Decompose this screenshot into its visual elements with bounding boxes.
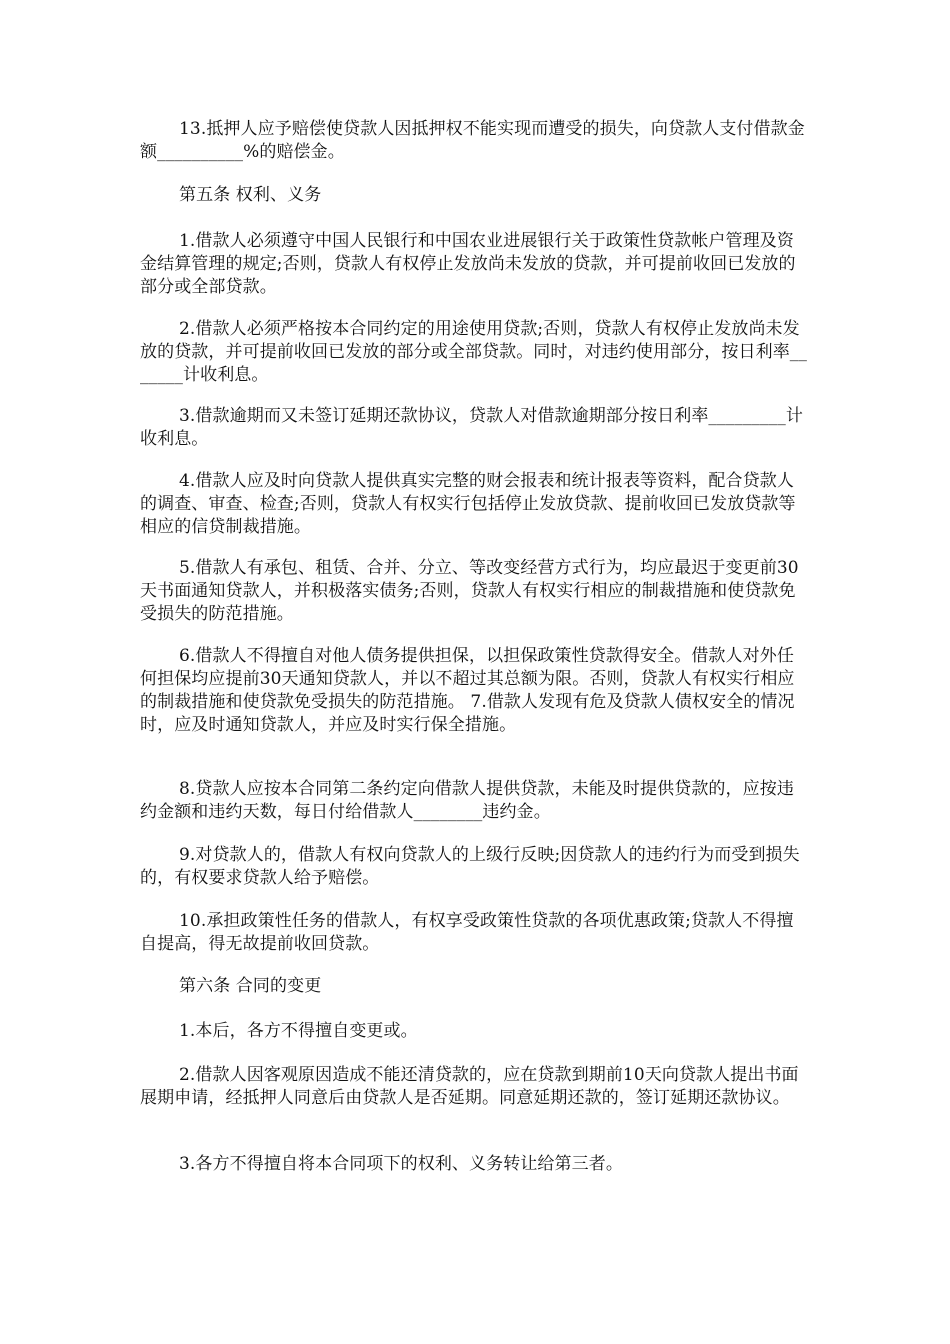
article-5-heading: 第五条 权利、义务 [179,185,322,205]
clause-5-5-business-change: 5.借款人有承包、租赁、合并、分立、等改变经营方式行为，均应最迟于变更前30天书面通知贷款人，并积极落实债务;否则，贷款人有权实行相应的制裁措施和使贷款免受损失的防范措施。 [140,558,799,624]
clause-5-1-account-rules: 1.借款人必须遵守中国人民银行和中国农业进展银行关于政策性贷款帐户管理及资金结算管理的规定;否则，贷款人有权停止发放尚未发放的贷款，并可提前收回已发放的部分或全部贷款。 [140,231,796,297]
clause-5-4-financial-reports: 4.借款人应及时向贷款人提供真实完整的财会报表和统计报表等资料，配合贷款人的调查、审查、检查;否则，贷款人有权实行包括停止发放贷款、提前收回已发放贷款等相应的信贷制裁措施。 [140,471,796,537]
clause-5-3-overdue-interest: 3.借款逾期而又未签订延期还款协议，贷款人对借款逾期部分按日利率_________计收利息。 [140,406,803,449]
clause-5-8-lender-obligation: 8.贷款人应按本合同第二条约定向借款人提供贷款，未能及时提供贷款的，应按违约金额和违约天数，每日付给借款人________违约金。 [140,779,794,822]
clause-5-2-loan-usage: 2.借款人必须严格按本合同约定的用途使用贷款;否则，贷款人有权停止发放尚未发放的贷款，并可提前收回已发放的部分或全部贷款。同时，对违约使用部分，按日利率_______计收利息。 [140,319,807,385]
clause-5-9-complaints: 9.对贷款人的，借款人有权向贷款人的上级行反映;因贷款人的违约行为而受到损失的，有权要求贷款人给予赔偿。 [140,845,800,888]
clause-6-2-extension-request: 2.借款人因客观原因造成不能还清贷款的，应在贷款到期前10天向贷款人提出书面展期申请，经抵押人同意后由贷款人是否延期。同意延期还款的，签订延期还款协议。 [140,1065,799,1108]
clause-5-6-5-7-guarantees: 6.借款人不得擅自对他人债务提供担保，以担保政策性贷款得安全。借款人对外任何担保均应提前30天通知贷款人，并以不超过其总额为限。否则，贷款人有权实行相应的制裁措施和使贷款免受损失的防范措施。 7.借款人发现有危及贷款人债权安全的情况时，应及时通知贷款人，并应及时实行保全措施。 [140,646,795,735]
clause-6-3-no-transfer: 3.各方不得擅自将本合同项下的权利、义务转让给第三者。 [179,1154,623,1174]
clause-5-10-preferential-policy: 10.承担政策性任务的借款人，有权享受政策性贷款的各项优惠政策;贷款人不得擅自提高，得无故提前收回贷款。 [140,911,794,954]
clause-6-1-no-unilateral-change: 1.本后，各方不得擅自变更或。 [179,1021,418,1041]
article-6-heading: 第六条 合同的变更 [179,976,322,996]
clause-13-compensation: 13.抵押人应予赔偿使贷款人因抵押权不能实现而遭受的损失，向贷款人支付借款金额__________%的赔偿金。 [140,119,805,162]
